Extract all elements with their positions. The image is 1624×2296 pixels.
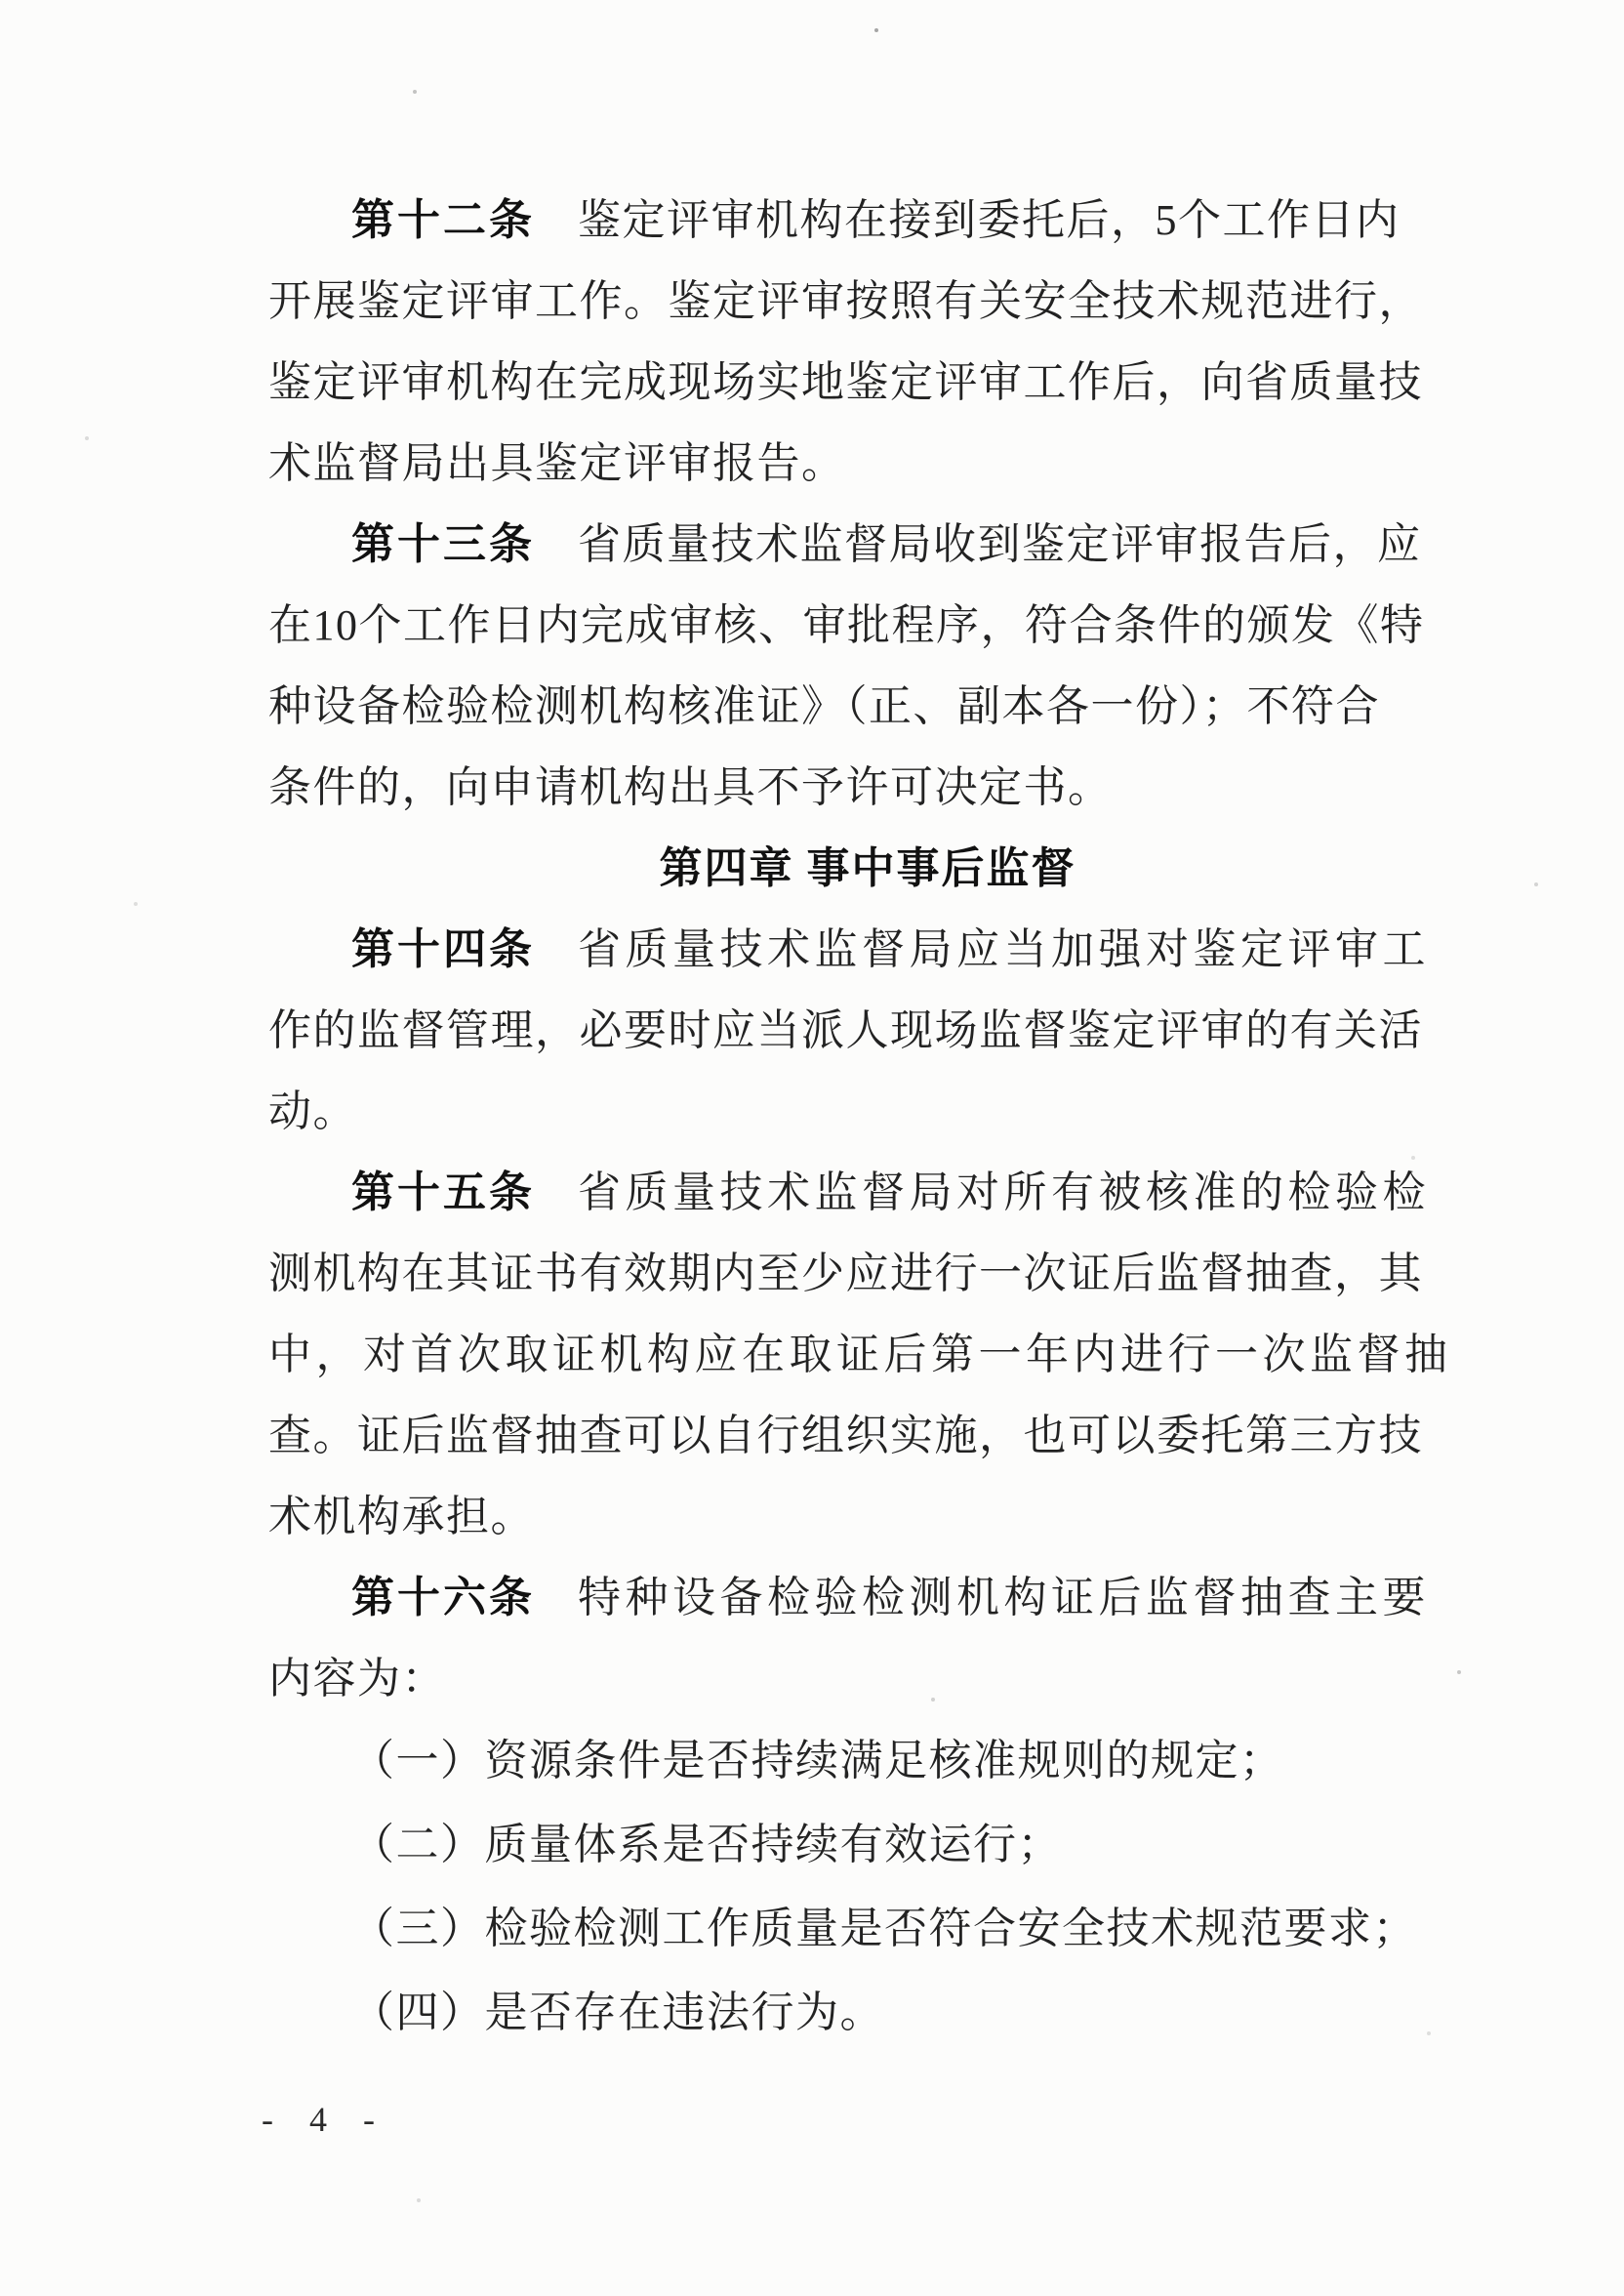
paragraph-text: 省质量技术监督局对所有被核准的检验检: [578, 1168, 1430, 1216]
article-number: 第十三条: [351, 520, 535, 568]
paragraph-text: 内容为：: [268, 1655, 446, 1702]
paragraph-text: 测机构在其证书有效期内至少应进行一次证后监督抽查，其: [268, 1250, 1423, 1297]
paragraph-line: [268, 342, 1428, 423]
scan-noise: [0, 0, 2, 2]
paragraph-text: 种设备检验检测机构核准证》（正、副本各一份）；不符合: [268, 682, 1380, 730]
paragraph-line: [268, 1638, 1428, 1719]
article-number: 第十六条: [351, 1574, 535, 1621]
paragraph-line: [268, 1476, 1428, 1557]
paragraph-line: [268, 1071, 1428, 1152]
paragraph-text: 开展鉴定评审工作。鉴定评审按照有关安全技术规范进行，: [268, 277, 1423, 325]
paragraph-text: 省质量技术监督局收到鉴定评审报告后，应: [578, 520, 1422, 568]
paragraph-line: [268, 423, 1428, 504]
paragraph-line: [268, 1314, 1452, 1395]
paragraph-line: [268, 1152, 1428, 1233]
chapter-heading: 第四章 事中事后监督: [659, 844, 1076, 892]
paragraph-line: [268, 1557, 1428, 1638]
document-body: [268, 180, 1452, 2055]
paragraph-text: 在10个工作日内完成审核、审批程序，符合条件的颁发《特: [268, 601, 1425, 649]
article-number: 第十五条: [351, 1168, 535, 1216]
paragraph-text: 条件的，向申请机构出具不予许可决定书。: [268, 763, 1113, 811]
paragraph-line: [268, 585, 1428, 666]
paragraph-text: 特种设备检验检测机构证后监督抽查主要: [578, 1574, 1430, 1621]
list-item: [268, 1719, 1428, 1803]
paragraph-line: [268, 1233, 1428, 1314]
list-item-text: （三）检验检测工作质量是否符合安全技术规范要求；: [351, 1905, 1417, 1952]
list-item-text: （四）是否存在违法行为。: [351, 1988, 884, 2036]
paragraph-line: [268, 666, 1428, 747]
paragraph-line: [268, 990, 1428, 1071]
paragraph-text: 查。证后监督抽查可以自行组织实施，也可以委托第三方技: [268, 1412, 1423, 1459]
paragraph-line: [268, 180, 1428, 261]
article-number: 第十四条: [351, 925, 535, 973]
paragraph-line: [268, 1395, 1428, 1476]
paragraph-line: [268, 909, 1428, 990]
page-number: - 4 -: [262, 2100, 388, 2139]
paragraph-text: 术监督局出具鉴定评审报告。: [268, 439, 846, 487]
paragraph-text: 动。: [268, 1087, 357, 1135]
paragraph-text: 鉴定评审机构在接到委托后，5个工作日内: [578, 196, 1401, 244]
list-item-text: （一）资源条件是否持续满足核准规则的规定；: [351, 1737, 1284, 1784]
paragraph-line: [268, 747, 1428, 828]
paragraph-text: 鉴定评审机构在完成现场实地鉴定评审工作后，向省质量技: [268, 358, 1423, 406]
paragraph-text: 术机构承担。: [268, 1493, 535, 1540]
paragraph-text: 省质量技术监督局应当加强对鉴定评审工: [578, 925, 1430, 973]
list-item: [268, 1887, 1428, 1971]
paragraph-text: 作的监督管理，必要时应当派人现场监督鉴定评审的有关活: [268, 1006, 1423, 1054]
paragraph-text: 中，对首次取证机构应在取证后第一年内进行一次监督抽: [268, 1331, 1452, 1378]
list-item: [268, 1803, 1428, 1887]
paragraph-line: [268, 261, 1428, 342]
article-number: 第十二条: [351, 196, 535, 244]
paragraph-line: [268, 504, 1428, 585]
list-item-text: （二）质量体系是否持续有效运行；: [351, 1821, 1062, 1868]
list-item: [268, 1971, 1428, 2055]
